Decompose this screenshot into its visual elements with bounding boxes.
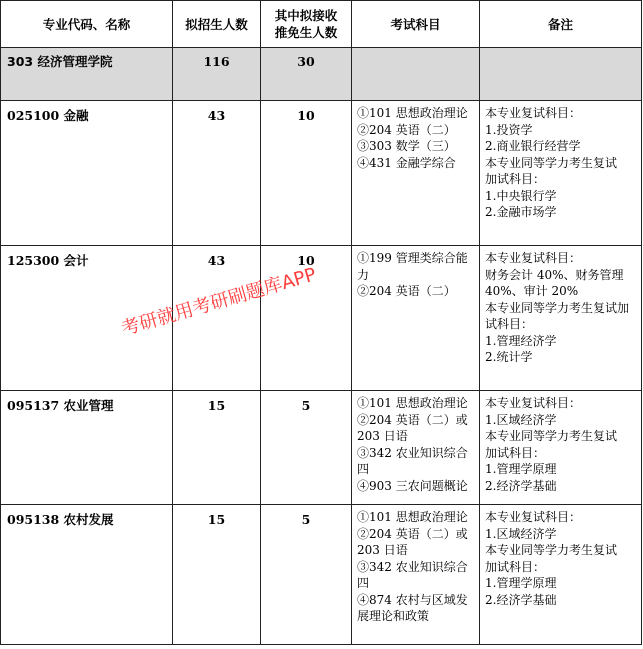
text-line: 2.统计学: [485, 350, 533, 364]
major-notes: [480, 246, 642, 391]
major-subjects: [352, 505, 480, 645]
text-line: 1.区域经济学: [485, 526, 557, 541]
text-line: ③342 农业知识综合: [357, 445, 468, 460]
text-line: 本专业复试科目：: [485, 510, 582, 524]
major-subjects: [352, 391, 480, 505]
header-row: [1, 1, 642, 48]
text-line: 2.经济学基础: [485, 592, 557, 607]
major-planned: 15: [173, 505, 261, 645]
major-notes: [480, 505, 642, 645]
text-line: ③303 数学（三）: [357, 139, 456, 153]
text-line: 财务会计 40%、财务管理: [485, 267, 624, 282]
text-line: ④431 金融学综合: [357, 155, 456, 170]
text-line: ①101 思想政治理论: [357, 510, 468, 524]
text-line: 本专业同等学力考生复试: [485, 155, 618, 170]
text-line: 展理论和政策: [357, 609, 430, 623]
text-line: 本专业复试科目：: [485, 251, 582, 265]
header-planned: 拟招生人数: [173, 1, 261, 48]
table-row: [1, 391, 642, 505]
text-line: 1.中央银行学: [485, 188, 557, 203]
college-row: [1, 48, 642, 101]
table-row: [1, 246, 642, 391]
text-line: 1.区域经济学: [485, 412, 557, 427]
college-name: 303 经济管理学院: [1, 48, 173, 101]
table-row: [1, 505, 642, 645]
major-exempt: 10: [261, 246, 352, 391]
college-subjects: [352, 48, 480, 101]
text-line: 2.经济学基础: [485, 478, 557, 493]
major-planned: 15: [173, 391, 261, 505]
text-line: ④874 农村与区域发: [357, 592, 468, 607]
text-line: 1.管理学原理: [485, 576, 557, 590]
major-exempt: 10: [261, 101, 352, 246]
text-line: 本专业复试科目：: [485, 396, 582, 410]
header-code-name: 专业代码、名称: [1, 1, 173, 48]
college-planned: 116: [173, 48, 261, 101]
text-line: 203 日语: [357, 429, 408, 443]
header-notes: 备注: [480, 1, 642, 48]
text-line: 四: [357, 576, 370, 590]
header-exempt-line1: 其中拟接收: [274, 8, 338, 23]
text-line: ①199 管理类综合能: [357, 251, 468, 265]
text-line: 力: [357, 267, 370, 282]
text-line: 本专业同等学力考生复试: [485, 429, 618, 443]
college-notes: [480, 48, 642, 101]
watermark: 考研就用考研刷题库APP: [119, 264, 319, 341]
text-line: ①101 思想政治理论: [357, 106, 468, 120]
text-line: 本专业同等学力考生复试: [485, 543, 618, 557]
text-line: 本专业复试科目：: [485, 106, 582, 120]
text-line: 2.金融市场学: [485, 205, 557, 219]
text-line: 203 日语: [357, 543, 408, 557]
text-line: 加试科目：: [485, 559, 546, 574]
major-code-name: 025100 金融: [1, 101, 173, 246]
text-line: 本专业同等学力考生复试加: [485, 300, 630, 315]
text-line: 1.管理经济学: [485, 333, 557, 348]
text-line: ②204 英语（二）或: [357, 412, 468, 427]
text-line: ②204 英语（二）: [357, 284, 456, 298]
major-notes: [480, 101, 642, 246]
table-row: [1, 101, 642, 246]
text-line: 1.投资学: [485, 122, 533, 137]
major-code-name: 095138 农村发展: [1, 505, 173, 645]
major-planned: 43: [173, 101, 261, 246]
major-code-name: 125300 会计: [1, 246, 173, 391]
major-subjects: [352, 246, 480, 391]
text-line: ③342 农业知识综合: [357, 559, 468, 574]
text-line: 40%、审计 20%: [485, 284, 579, 298]
text-line: ②204 英语（二）: [357, 122, 456, 137]
text-line: 试科目：: [485, 317, 534, 331]
text-line: ①101 思想政治理论: [357, 396, 468, 410]
major-code-name: 095137 农业管理: [1, 391, 173, 505]
header-exempt: [261, 1, 352, 48]
major-planned: 43: [173, 246, 261, 391]
major-notes: [480, 391, 642, 505]
text-line: 四: [357, 462, 370, 476]
major-exempt: 5: [261, 505, 352, 645]
text-line: 1.管理学原理: [485, 462, 557, 476]
major-exempt: 5: [261, 391, 352, 505]
text-line: 2.商业银行经营学: [485, 139, 581, 153]
header-exempt-line2: 推免生人数: [274, 25, 338, 40]
college-exempt: 30: [261, 48, 352, 101]
header-subjects: 考试科目: [352, 1, 480, 48]
text-line: 加试科目：: [485, 172, 546, 186]
major-subjects: [352, 101, 480, 246]
text-line: 加试科目：: [485, 445, 546, 460]
text-line: ②204 英语（二）或: [357, 526, 468, 541]
text-line: ④903 三农问题概论: [357, 478, 468, 493]
